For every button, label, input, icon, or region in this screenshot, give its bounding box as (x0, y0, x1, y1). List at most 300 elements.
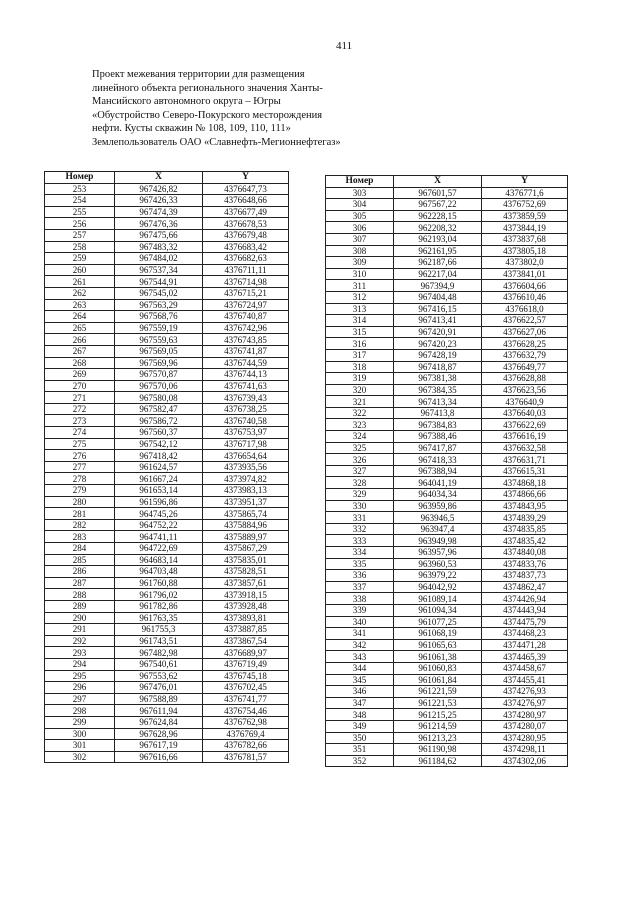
cell-x: 961094,34 (394, 604, 482, 616)
cell-x: 962217,04 (394, 268, 482, 280)
cell-y: 4376647,73 (203, 183, 289, 195)
cell-y: 4374868,18 (482, 477, 568, 489)
table-row (45, 427, 289, 439)
cell-number: 293 (45, 647, 115, 659)
heading-line: Мансийского автономного округа – Югры (92, 96, 281, 107)
cell-number: 258 (45, 241, 115, 253)
cell-number: 294 (45, 658, 115, 670)
table-row (45, 241, 289, 253)
cell-number: 263 (45, 299, 115, 311)
cell-number: 278 (45, 473, 115, 485)
cell-number: 276 (45, 450, 115, 462)
cell-x: 964041,19 (394, 477, 482, 489)
table-row (45, 253, 289, 265)
cell-number: 318 (326, 361, 394, 373)
cell-x: 967601,57 (394, 187, 482, 199)
cell-number: 295 (45, 670, 115, 682)
cell-x: 961760,88 (115, 577, 203, 589)
table-row (45, 670, 289, 682)
cell-y: 4373951,37 (203, 496, 289, 508)
cell-number: 328 (326, 477, 394, 489)
cell-y: 4373841,01 (482, 268, 568, 280)
cell-y: 4376648,66 (203, 195, 289, 207)
cell-y: 4376714,98 (203, 276, 289, 288)
table-row (326, 361, 568, 373)
table-row (45, 392, 289, 404)
cell-number: 291 (45, 624, 115, 636)
cell-x: 961077,25 (394, 616, 482, 628)
cell-x: 967586,72 (115, 415, 203, 427)
table-row (326, 407, 568, 419)
cell-x: 963947,4 (394, 523, 482, 535)
cell-number: 338 (326, 593, 394, 605)
cell-number: 260 (45, 264, 115, 276)
table-row (45, 728, 289, 740)
table-row (45, 380, 289, 392)
table-row (45, 716, 289, 728)
table-row (326, 662, 568, 674)
cell-y: 4376753,97 (203, 427, 289, 439)
cell-x: 964703,48 (115, 566, 203, 578)
table-row (326, 686, 568, 698)
cell-number: 289 (45, 600, 115, 612)
cell-x: 967611,94 (115, 705, 203, 717)
table-row (45, 415, 289, 427)
cell-x: 967417,87 (394, 442, 482, 454)
cell-number: 264 (45, 311, 115, 323)
cell-y: 4375828,51 (203, 566, 289, 578)
cell-number: 333 (326, 535, 394, 547)
cell-x: 967413,41 (394, 315, 482, 327)
table-row (45, 311, 289, 323)
cell-x: 961743,51 (115, 635, 203, 647)
cell-number: 323 (326, 419, 394, 431)
cell-number: 321 (326, 396, 394, 408)
cell-number: 351 (326, 744, 394, 756)
cell-y: 4374298,11 (482, 744, 568, 756)
table-row (45, 508, 289, 520)
cell-y: 4376679,48 (203, 229, 289, 241)
table-row (45, 461, 289, 473)
cell-y: 4374426,94 (482, 593, 568, 605)
table-row (45, 600, 289, 612)
table-row (45, 322, 289, 334)
cell-x: 961213,23 (394, 732, 482, 744)
cell-y: 4376682,63 (203, 253, 289, 265)
cell-y: 4376604,66 (482, 280, 568, 292)
column-header-y: Y (203, 172, 289, 184)
cell-y: 4376628,25 (482, 338, 568, 350)
cell-number: 277 (45, 461, 115, 473)
table-row (326, 373, 568, 385)
cell-x: 963957,96 (394, 547, 482, 559)
cell-y: 4374280,07 (482, 720, 568, 732)
table-row (45, 577, 289, 589)
cell-y: 4376741,63 (203, 380, 289, 392)
table-row (45, 705, 289, 717)
table-row (326, 315, 568, 327)
cell-y: 4373805,18 (482, 245, 568, 257)
cell-y: 4375867,29 (203, 543, 289, 555)
cell-number: 315 (326, 326, 394, 338)
cell-number: 308 (326, 245, 394, 257)
cell-y: 4376689,97 (203, 647, 289, 659)
cell-number: 332 (326, 523, 394, 535)
cell-x: 967418,42 (115, 450, 203, 462)
cell-number: 292 (45, 635, 115, 647)
cell-number: 279 (45, 485, 115, 497)
table-row (326, 454, 568, 466)
cell-x: 967381,38 (394, 373, 482, 385)
table-row (45, 693, 289, 705)
heading-line: линейного объекта регионального значения Ханты- (92, 82, 323, 94)
table-row (45, 624, 289, 636)
cell-y: 4373867,54 (203, 635, 289, 647)
cell-number: 330 (326, 500, 394, 512)
cell-y: 4373918,15 (203, 589, 289, 601)
cell-number: 344 (326, 662, 394, 674)
cell-y: 4376740,87 (203, 311, 289, 323)
cell-number: 262 (45, 287, 115, 299)
cell-y: 4374458,67 (482, 662, 568, 674)
table-row (45, 229, 289, 241)
cell-x: 961065,63 (394, 639, 482, 651)
table-row (45, 450, 289, 462)
table-row (326, 477, 568, 489)
table-row (326, 616, 568, 628)
cell-x: 967582,47 (115, 403, 203, 415)
cell-x: 961060,83 (394, 662, 482, 674)
cell-y: 4376762,98 (203, 716, 289, 728)
cell-number: 316 (326, 338, 394, 350)
cell-number: 280 (45, 496, 115, 508)
table-row (45, 403, 289, 415)
cell-number: 257 (45, 229, 115, 241)
table-row (326, 535, 568, 547)
table-row (326, 628, 568, 640)
cell-y: 4374837,73 (482, 570, 568, 582)
cell-number: 310 (326, 268, 394, 280)
cell-x: 963946,5 (394, 512, 482, 524)
table-row (326, 604, 568, 616)
cell-number: 255 (45, 206, 115, 218)
cell-x: 964722,69 (115, 543, 203, 555)
table-row (326, 523, 568, 535)
cell-number: 324 (326, 431, 394, 443)
table-header-row (45, 172, 289, 184)
cell-number: 303 (326, 187, 394, 199)
cell-x: 967418,33 (394, 454, 482, 466)
cell-y: 4376738,25 (203, 403, 289, 415)
table-row (326, 639, 568, 651)
table-row (326, 210, 568, 222)
cell-x: 967394,9 (394, 280, 482, 292)
table-row (45, 658, 289, 670)
cell-y: 4376744,59 (203, 357, 289, 369)
table-row (326, 431, 568, 443)
cell-number: 270 (45, 380, 115, 392)
cell-y: 4373857,61 (203, 577, 289, 589)
cell-number: 286 (45, 566, 115, 578)
cell-y: 4376719,49 (203, 658, 289, 670)
table-row (45, 682, 289, 694)
table-row (45, 357, 289, 369)
cell-y: 4376610,46 (482, 291, 568, 303)
cell-y: 4376745,18 (203, 670, 289, 682)
cell-number: 254 (45, 195, 115, 207)
heading-line: Землепользователь ОАО «Славнефть-Мегионнефтегаз» (92, 136, 341, 148)
cell-y: 4374276,97 (482, 697, 568, 709)
page-number: 411 (336, 40, 353, 52)
cell-x: 967559,19 (115, 322, 203, 334)
cell-x: 964683,14 (115, 554, 203, 566)
cell-number: 298 (45, 705, 115, 717)
cell-number: 331 (326, 512, 394, 524)
cell-number: 259 (45, 253, 115, 265)
table-row (45, 369, 289, 381)
table-row (45, 485, 289, 497)
table-row (326, 187, 568, 199)
cell-y: 4376618,0 (482, 303, 568, 315)
cell-number: 285 (45, 554, 115, 566)
cell-x: 967416,15 (394, 303, 482, 315)
column-header-x: X (115, 172, 203, 184)
cell-number: 272 (45, 403, 115, 415)
cell-y: 4376743,85 (203, 334, 289, 346)
table-row (326, 291, 568, 303)
cell-x: 964034,34 (394, 489, 482, 501)
coordinates-table-right (325, 175, 568, 767)
cell-y: 4376744,13 (203, 369, 289, 381)
cell-x: 967569,05 (115, 345, 203, 357)
table-row (45, 206, 289, 218)
cell-x: 961214,59 (394, 720, 482, 732)
cell-number: 341 (326, 628, 394, 640)
cell-x: 967388,46 (394, 431, 482, 443)
cell-number: 296 (45, 682, 115, 694)
cell-x: 964741,11 (115, 531, 203, 543)
cell-number: 339 (326, 604, 394, 616)
cell-number: 269 (45, 369, 115, 381)
cell-y: 4374862,47 (482, 581, 568, 593)
cell-x: 967570,06 (115, 380, 203, 392)
cell-number: 302 (45, 751, 115, 763)
cell-x: 961061,38 (394, 651, 482, 663)
cell-number: 267 (45, 345, 115, 357)
table-row (45, 566, 289, 578)
cell-number: 337 (326, 581, 394, 593)
table-row (45, 531, 289, 543)
cell-x: 967553,62 (115, 670, 203, 682)
cell-number: 327 (326, 465, 394, 477)
cell-x: 967420,91 (394, 326, 482, 338)
cell-y: 4376742,96 (203, 322, 289, 334)
heading-line: «Обустройство Северо-Покурского месторождения (92, 109, 323, 121)
cell-x: 967560,37 (115, 427, 203, 439)
cell-y: 4375889,97 (203, 531, 289, 543)
cell-y: 4376741,77 (203, 693, 289, 705)
cell-y: 4376677,49 (203, 206, 289, 218)
table-row (45, 287, 289, 299)
cell-number: 305 (326, 210, 394, 222)
cell-y: 4376754,46 (203, 705, 289, 717)
cell-number: 274 (45, 427, 115, 439)
cell-x: 967588,89 (115, 693, 203, 705)
cell-x: 967567,22 (394, 199, 482, 211)
cell-y: 4374835,85 (482, 523, 568, 535)
cell-y: 4376741,87 (203, 345, 289, 357)
table-row (45, 334, 289, 346)
table-row (326, 257, 568, 269)
cell-x: 967580,08 (115, 392, 203, 404)
cell-y: 4376715,21 (203, 287, 289, 299)
cell-x: 967624,84 (115, 716, 203, 728)
cell-x: 967483,32 (115, 241, 203, 253)
cell-number: 253 (45, 183, 115, 195)
table-row (326, 326, 568, 338)
cell-number: 304 (326, 199, 394, 211)
cell-y: 4376771,6 (482, 187, 568, 199)
cell-y: 4374302,06 (482, 755, 568, 767)
cell-x: 961221,53 (394, 697, 482, 709)
cell-number: 317 (326, 349, 394, 361)
cell-number: 319 (326, 373, 394, 385)
cell-x: 961089,14 (394, 593, 482, 605)
cell-y: 4376632,58 (482, 442, 568, 454)
cell-y: 4376640,03 (482, 407, 568, 419)
table-row (326, 651, 568, 663)
cell-y: 4376654,64 (203, 450, 289, 462)
cell-x: 967384,83 (394, 419, 482, 431)
table-row (45, 299, 289, 311)
cell-number: 312 (326, 291, 394, 303)
cell-number: 297 (45, 693, 115, 705)
cell-number: 335 (326, 558, 394, 570)
table-row (326, 338, 568, 350)
table-row (45, 183, 289, 195)
cell-y: 4375884,96 (203, 519, 289, 531)
cell-x: 961667,24 (115, 473, 203, 485)
cell-number: 347 (326, 697, 394, 709)
cell-y: 4374276,93 (482, 686, 568, 698)
heading-line: Проект межевания территории для размещения (92, 69, 305, 80)
cell-number: 290 (45, 612, 115, 624)
cell-number: 345 (326, 674, 394, 686)
table-row (326, 593, 568, 605)
cell-y: 4374465,39 (482, 651, 568, 663)
cell-y: 4374835,42 (482, 535, 568, 547)
cell-x: 967484,02 (115, 253, 203, 265)
cell-y: 4373935,56 (203, 461, 289, 473)
table-row (326, 442, 568, 454)
cell-x: 967428,19 (394, 349, 482, 361)
cell-number: 348 (326, 709, 394, 721)
cell-y: 4374839,29 (482, 512, 568, 524)
table-row (45, 740, 289, 752)
cell-y: 4376623,56 (482, 384, 568, 396)
cell-y: 4376781,57 (203, 751, 289, 763)
cell-number: 309 (326, 257, 394, 269)
cell-y: 4373887,85 (203, 624, 289, 636)
cell-x: 961215,25 (394, 709, 482, 721)
cell-number: 268 (45, 357, 115, 369)
cell-number: 334 (326, 547, 394, 559)
cell-number: 313 (326, 303, 394, 315)
cell-number: 282 (45, 519, 115, 531)
table-row (45, 264, 289, 276)
cell-number: 314 (326, 315, 394, 327)
cell-y: 4374468,23 (482, 628, 568, 640)
cell-y: 4373844,19 (482, 222, 568, 234)
cell-number: 283 (45, 531, 115, 543)
cell-x: 967420,23 (394, 338, 482, 350)
cell-y: 4374443,94 (482, 604, 568, 616)
cell-x: 967568,76 (115, 311, 203, 323)
table-row (45, 751, 289, 763)
cell-number: 340 (326, 616, 394, 628)
cell-x: 967384,35 (394, 384, 482, 396)
cell-number: 271 (45, 392, 115, 404)
cell-x: 967475,66 (115, 229, 203, 241)
cell-y: 4376769,4 (203, 728, 289, 740)
cell-y: 4374280,97 (482, 709, 568, 721)
cell-number: 325 (326, 442, 394, 454)
table-row (45, 612, 289, 624)
cell-x: 967628,96 (115, 728, 203, 740)
cell-number: 273 (45, 415, 115, 427)
cell-number: 350 (326, 732, 394, 744)
coordinates-table-left (44, 171, 289, 763)
cell-number: 275 (45, 438, 115, 450)
table-row (326, 280, 568, 292)
cell-number: 265 (45, 322, 115, 334)
cell-number: 281 (45, 508, 115, 520)
cell-number: 343 (326, 651, 394, 663)
cell-x: 963959,86 (394, 500, 482, 512)
cell-number: 307 (326, 233, 394, 245)
table-row (326, 720, 568, 732)
cell-y: 4376628,88 (482, 373, 568, 385)
cell-x: 967544,91 (115, 276, 203, 288)
cell-y: 4373893,81 (203, 612, 289, 624)
cell-x: 961763,35 (115, 612, 203, 624)
cell-number: 284 (45, 543, 115, 555)
table-row (45, 589, 289, 601)
cell-x: 967559,63 (115, 334, 203, 346)
cell-y: 4376752,69 (482, 199, 568, 211)
cell-x: 961221,59 (394, 686, 482, 698)
cell-y: 4376724,97 (203, 299, 289, 311)
cell-number: 306 (326, 222, 394, 234)
table-row (45, 519, 289, 531)
table-row (326, 419, 568, 431)
table-row (326, 349, 568, 361)
cell-y: 4374843,95 (482, 500, 568, 512)
cell-x: 967426,82 (115, 183, 203, 195)
cell-y: 4376717,98 (203, 438, 289, 450)
cell-x: 961184,62 (394, 755, 482, 767)
cell-number: 352 (326, 755, 394, 767)
cell-x: 964042,92 (394, 581, 482, 593)
cell-x: 961796,02 (115, 589, 203, 601)
table-row (45, 345, 289, 357)
table-row (326, 755, 568, 767)
cell-y: 4373928,48 (203, 600, 289, 612)
table-row (326, 697, 568, 709)
cell-y: 4373974,82 (203, 473, 289, 485)
cell-x: 962187,66 (394, 257, 482, 269)
table-row (326, 744, 568, 756)
